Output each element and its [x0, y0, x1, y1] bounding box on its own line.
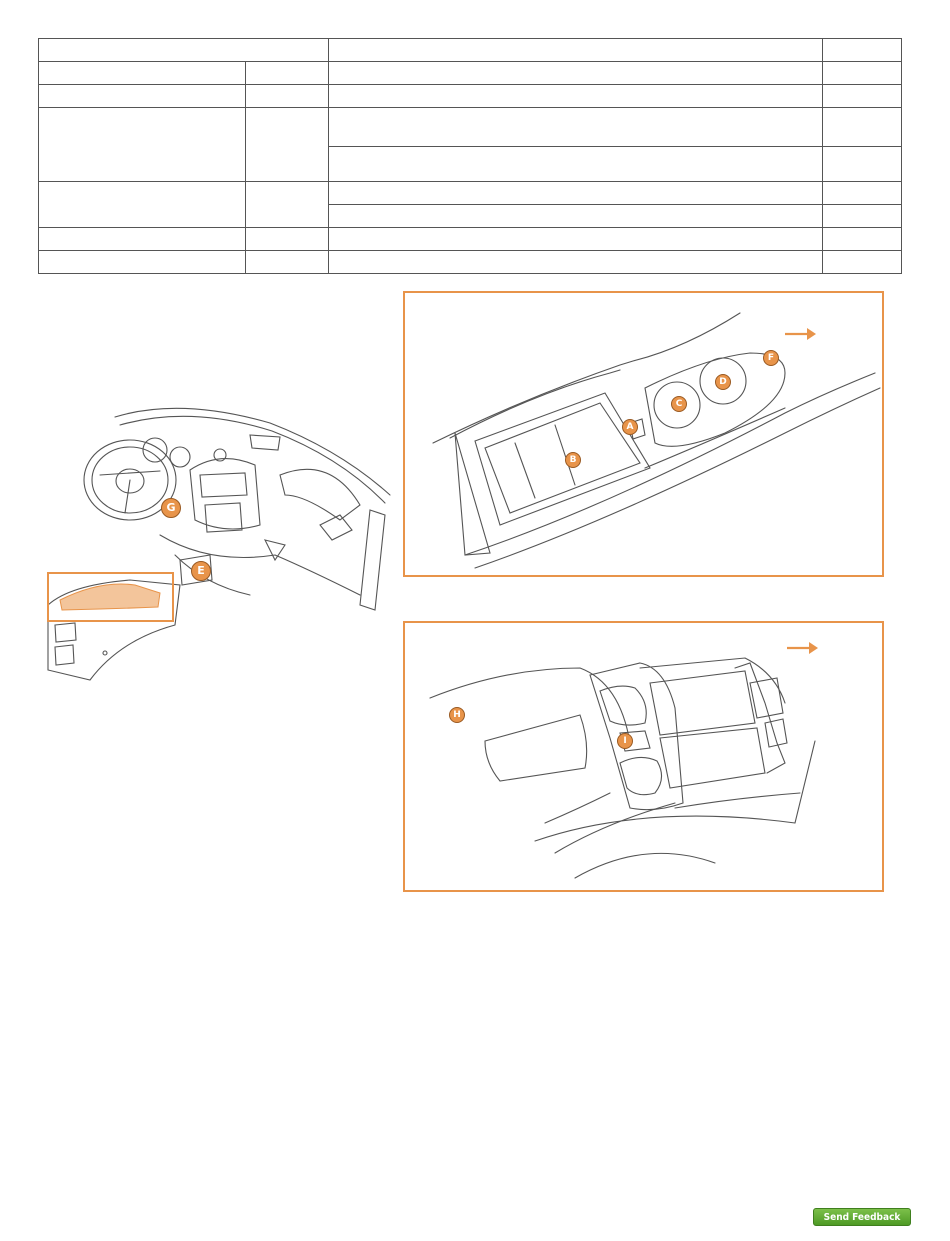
table-cell: [245, 250, 329, 274]
console-detail-panel: [403, 291, 884, 577]
table-cell: [328, 146, 823, 182]
table-cell: [245, 61, 329, 85]
table-cell: [822, 84, 902, 108]
cupholder-line-drawing: [405, 623, 886, 894]
table-cell: [328, 61, 823, 85]
table-cell: [328, 84, 823, 108]
table-cell: [328, 107, 823, 147]
table-cell: [245, 84, 329, 108]
marker-b: B: [565, 452, 581, 468]
marker-g: G: [161, 498, 181, 518]
table-header-cell: [822, 38, 902, 62]
table-cell: [38, 227, 246, 251]
table-cell: [822, 146, 902, 182]
table-cell: [245, 181, 329, 228]
table-cell: [822, 227, 902, 251]
table-cell: [822, 250, 902, 274]
table-header-cell: [38, 38, 329, 62]
table-cell: [822, 107, 902, 147]
marker-h: H: [449, 707, 465, 723]
table-cell: [822, 61, 902, 85]
marker-f: F: [763, 350, 779, 366]
marker-a: A: [622, 419, 638, 435]
table-cell: [822, 181, 902, 205]
table-cell: [328, 227, 823, 251]
cupholder-detail-panel: [403, 621, 884, 892]
table-cell: [328, 181, 823, 205]
table-cell: [38, 250, 246, 274]
table-cell: [38, 84, 246, 108]
table-header-cell: [328, 38, 823, 62]
marker-d: D: [715, 374, 731, 390]
arrow-right-icon: [785, 641, 819, 655]
table-cell: [328, 204, 823, 228]
interior-overview-illustration: [40, 395, 400, 695]
table-cell: [822, 204, 902, 228]
table-cell: [245, 227, 329, 251]
marker-c: C: [671, 396, 687, 412]
table-cell: [38, 107, 246, 182]
send-feedback-button[interactable]: Send Feedback: [813, 1208, 911, 1226]
arrow-right-icon: [783, 327, 817, 341]
marker-i: I: [617, 733, 633, 749]
dashboard-line-drawing: [40, 395, 400, 695]
spec-table: [38, 38, 902, 274]
table-cell: [38, 61, 246, 85]
table-cell: [245, 107, 329, 182]
table-cell: [328, 250, 823, 274]
marker-e: E: [191, 561, 211, 581]
table-cell: [38, 181, 246, 228]
